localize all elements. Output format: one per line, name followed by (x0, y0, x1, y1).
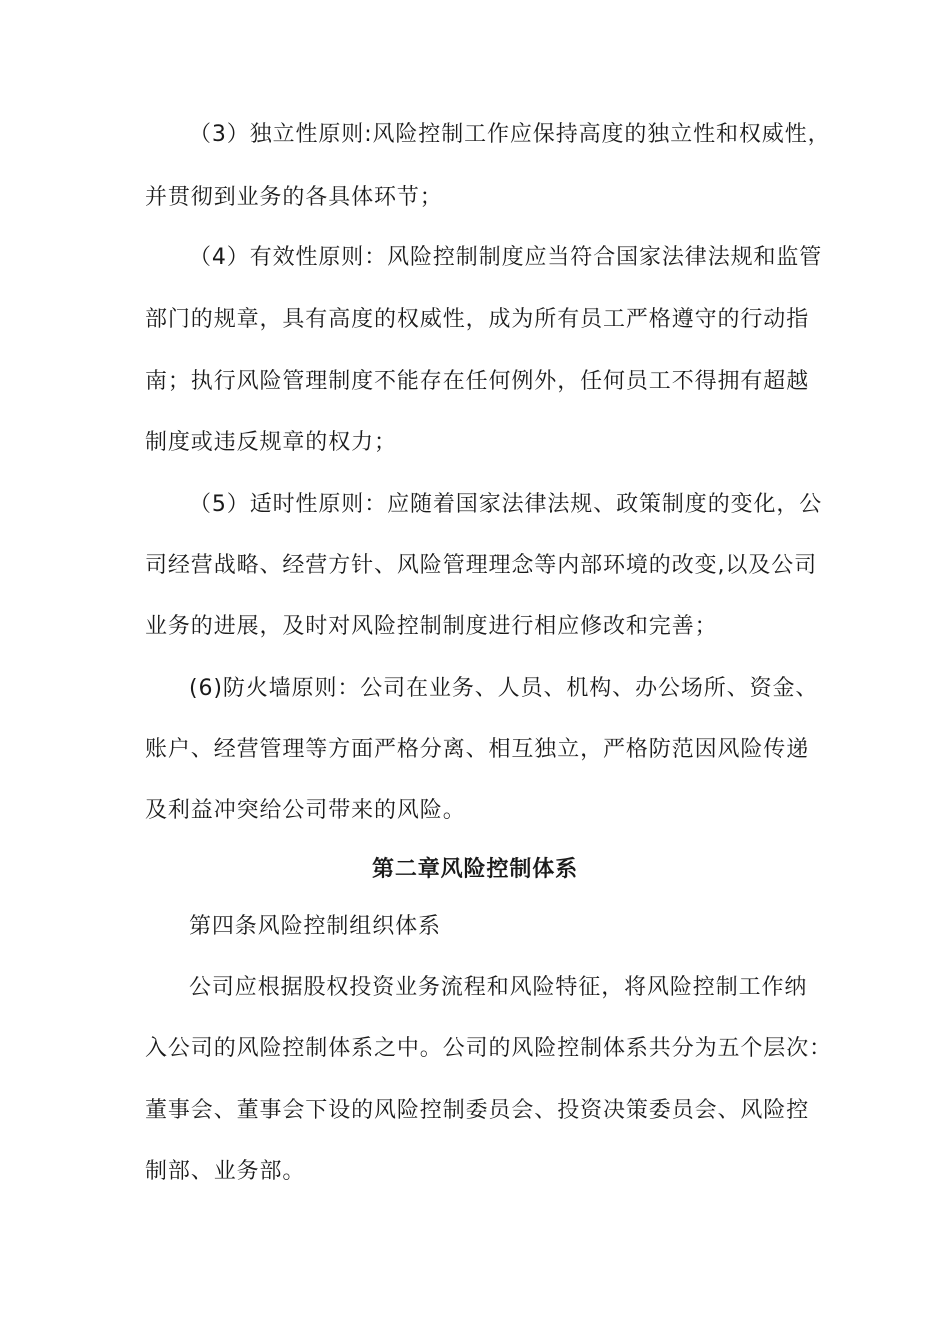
body-paragraph-line-1: 公司应根据股权投资业务流程和风险特征，将风险控制工作纳 (189, 975, 808, 1000)
principle-4-line-4: 制度或违反规章的权力； (145, 430, 397, 455)
principle-5-line-3: 业务的进展，及时对风险控制制度进行相应修改和完善； (145, 614, 718, 639)
principle-6-line-2: 账户、经营管理等方面严格分离、相互独立，严格防范因风险传递 (145, 737, 810, 762)
body-paragraph-line-2: 入公司的风险控制体系之中。公司的风险控制体系共分为五个层次： (145, 1036, 833, 1061)
principle-4-line-3: 南；执行风险管理制度不能存在任何例外，任何员工不得拥有超越 (145, 369, 810, 394)
body-paragraph-line-4: 制部、业务部。 (145, 1159, 306, 1184)
principle-4-line-1: （4）有效性原则：风险控制制度应当符合国家法律法规和监管 (189, 245, 823, 270)
body-paragraph-line-3: 董事会、董事会下设的风险控制委员会、投资决策委员会、风险控 (145, 1098, 810, 1123)
principle-3-line-1: （3）独立性原则:风险控制工作应保持高度的独立性和权威性， (189, 122, 831, 147)
principle-4-line-2: 部门的规章，具有高度的权威性，成为所有员工严格遵守的行动指 (145, 307, 810, 332)
article-title: 第四条风险控制组织体系 (189, 914, 441, 939)
principle-6-line-1: (6)防火墙原则：公司在业务、人员、机构、办公场所、资金、 (189, 676, 819, 701)
principle-5-line-2: 司经营战略、经营方针、风险管理理念等内部环境的改变,以及公司 (145, 553, 817, 578)
chapter-heading: 第二章风险控制体系 (371, 857, 579, 882)
principle-3-line-2: 并贯彻到业务的各具体环节； (145, 185, 443, 210)
principle-6-line-3: 及利益冲突给公司带来的风险。 (145, 798, 466, 823)
principle-5-line-1: （5）适时性原则：应随着国家法律法规、政策制度的变化，公 (189, 492, 823, 517)
